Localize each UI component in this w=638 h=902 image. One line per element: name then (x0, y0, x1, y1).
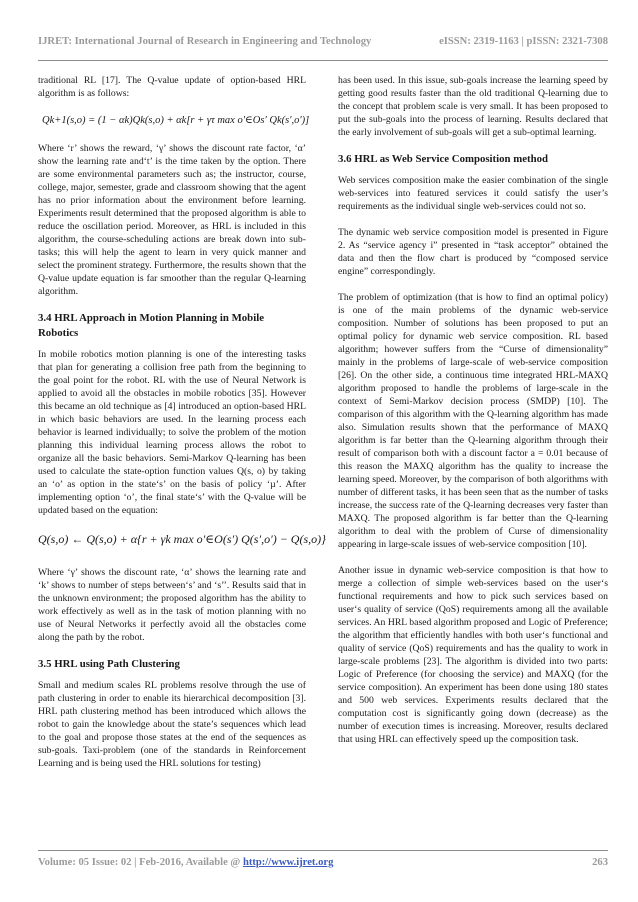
journal-url-link[interactable]: http://www.ijret.org (242, 857, 334, 868)
left-column (38, 74, 326, 783)
section-3-6-heading: 3.6 HRL as Web Service Composition method (338, 153, 549, 165)
page-number: 263 (592, 857, 608, 868)
right-paragraph-5: Another issue in dynamic web-service composition is that how to merge a collection of simple web-services based on the user‘s functional requirements and how to pick such services based on user‘s quality of service (QoS) requirements among all the available services. An HRL based algorithm proposed and Logic of Preference; the algorithm that efficiently handles with both user‘s functional and quality of service (QoS) requirements and has the quality to work in large-scale problems [23]. The algorithm is divided into two parts: Logic of Preference (for choosing the service) and MAXQ (for the service composition). An experiment has been done using 180 states and 500 web services. Experiments results declared that the computation cost is significantly going down (decrease) as the number of execution times is increasing. Moreover, results declared that using HRL can effectively speed up the composition task. (338, 565, 608, 745)
right-column (338, 74, 608, 759)
right-paragraph-1: has been used. In this issue, sub-goals increase the learning speed by getting good results faster than the old traditional Q-learning due to the concept that problem scale is very small. It has been proposed to put the sub-goals into the process of learning. Results declared that the early involvement of sub-goals will get a sub-optimal learning. (338, 75, 608, 138)
section-3-4-heading: 3.4 HRL Approach in Motion Planning in Mobile Robotics (38, 312, 264, 339)
footer-volume: Volume: 05 Issue: 02 | Feb-2016, Available @ (38, 857, 243, 868)
section-3-5-heading: 3.5 HRL using Path Clustering (38, 658, 180, 670)
page-header (38, 36, 608, 52)
equation-option-q-update: Qk+1(s,o) = (1 − αk)Qk(s,o) + αk[r + γτ max o′∈Os′ Qk(s′,o′)] (42, 115, 310, 126)
left-paragraph-2: Where ‘r’ shows the reward, ‘γ’ shows the discount rate factor, ‘α’ show the learning rate and‘t’ is the time taken by the option. There are some environmental parameters such as; the instructor, course, college, major, semester, grade and classroom showing that the agent has no prior information about the environment before learning. Experiments result determined that the proposed algorithm is able to reduce the oscillation period. Moreover, as HRL is included in this algorithm, the course-scheduling actions are break down into sub-tasks; this will help the agent to learn in very quick manner and select the prominent strategy. Furthermore, the results shown that the Q-value update equation is far smoother than the regular Q-learning algorithm. (38, 143, 306, 297)
equation-smdp-q-update: Q(s,o) ← Q(s,o) + α{r + γk max o′∈O(s′) Q(s′,o′) − Q(s,o)} (38, 532, 326, 546)
right-paragraph-3: The dynamic web service composition model is presented in Figure 2. As “service agency i” presented in “task acceptor” obtained the data and then the flow chart is produced by “composed service engine” correspondingly. (338, 227, 608, 277)
right-paragraph-4: The problem of optimization (that is how to find an optimal policy) is one of the main problems of the dynamic web-service composition. Number of solutions has been proposed to put an optimal policy for dynamic web service composition. RL based algorithm; however suffers from the “Curse of dimensionality” mainly in the problems of large-scale of web-service composition [26]. On the other side, a continuous time integrated HRL-MAXQ algorithm proposed to handle the problems of large-scale in the context of Semi-Markov decision process (SMDP) [10]. The comparison of this algorithm with the Q-learning algorithm has made also. Simulation results shown that the performance of MAXQ algorithm is far better than the Q-learning algorithm through their result of comparison both with a discount factor a = 0.01 because of this reason the MAXQ algorithm has the quality to increase the learning speed. Moreover, by the comparison of both algorithms with number of different tasks, it has been seen that as the number of tasks increase, the success rate of the Q-learning decreases very faster than MAXQ. The proposed algorithm is far better than the Q-learning algorithm to deal with the problem of Curse of dimensionality appearing in large-scale issues of web-service composition [10]. (338, 292, 608, 550)
right-paragraph-2: Web services composition make the easier combination of the single web-services into featured services it could satisfy the user’s requirements as the individual single web-services could not so. (338, 175, 608, 212)
header-rule (38, 60, 608, 61)
page-footer (38, 857, 608, 873)
issn: eISSN: 2319-1163 | pISSN: 2321-7308 (439, 36, 608, 47)
journal-title: IJRET: International Journal of Research in Engineering and Technology (38, 36, 372, 47)
left-paragraph-3: In mobile robotics motion planning is one of the interesting tasks that plan for generating a collision free path from the beginning to the goal point for the robot. RL with the use of Neural Network is applied to avoid all the obstacles in mobile robotics [35]. However this became an old technique as [4] introduced an option-based HRL in which basic behaviors are used. In the learning process each behavior is learned individually; to solve the problem of the motion planning this individual learning process allows the robot to organize all the basic behaviors. Semi-Markov Q-learning has been used to calculate the state-option function values Q(s, o) by taking an ‘o’ as option in the state‘s’ on the basis of policy ‘µ’. After implementing option ‘o’, the final state‘s’ with the Q-value will be updated based on the equation: (38, 349, 306, 516)
footer-rule (38, 850, 608, 851)
left-paragraph-1: traditional RL [17]. The Q-value update of option-based HRL algorithm is as follows: (38, 75, 306, 99)
left-paragraph-4: Where ‘γ’ shows the discount rate, ‘α’ shows the learning rate and ‘k’ shows to number of steps between‘s’ and ‘s’’. Results said that in the unknown environment; the proposed algorithm has the ability to work effectively as well as in the task of motion planning with no use of Neural Networks it perfectly avoid all the obstacles come along the path by the robot. (38, 567, 306, 643)
footer-volume-info (38, 857, 333, 873)
left-paragraph-5: Small and medium scales RL problems resolve through the use of path clustering in order to enable its hierarchical decomposition [3]. HRL path clustering method has been introduced which allows the robot to gain the knowledge about the state’s sequences which lead to the goal and propose those states at the end of the sequences as sub-goals. Taxi-problem (one of the standards in Reinforcement Learning and is being used the HRL solutions for testing) (38, 680, 306, 769)
